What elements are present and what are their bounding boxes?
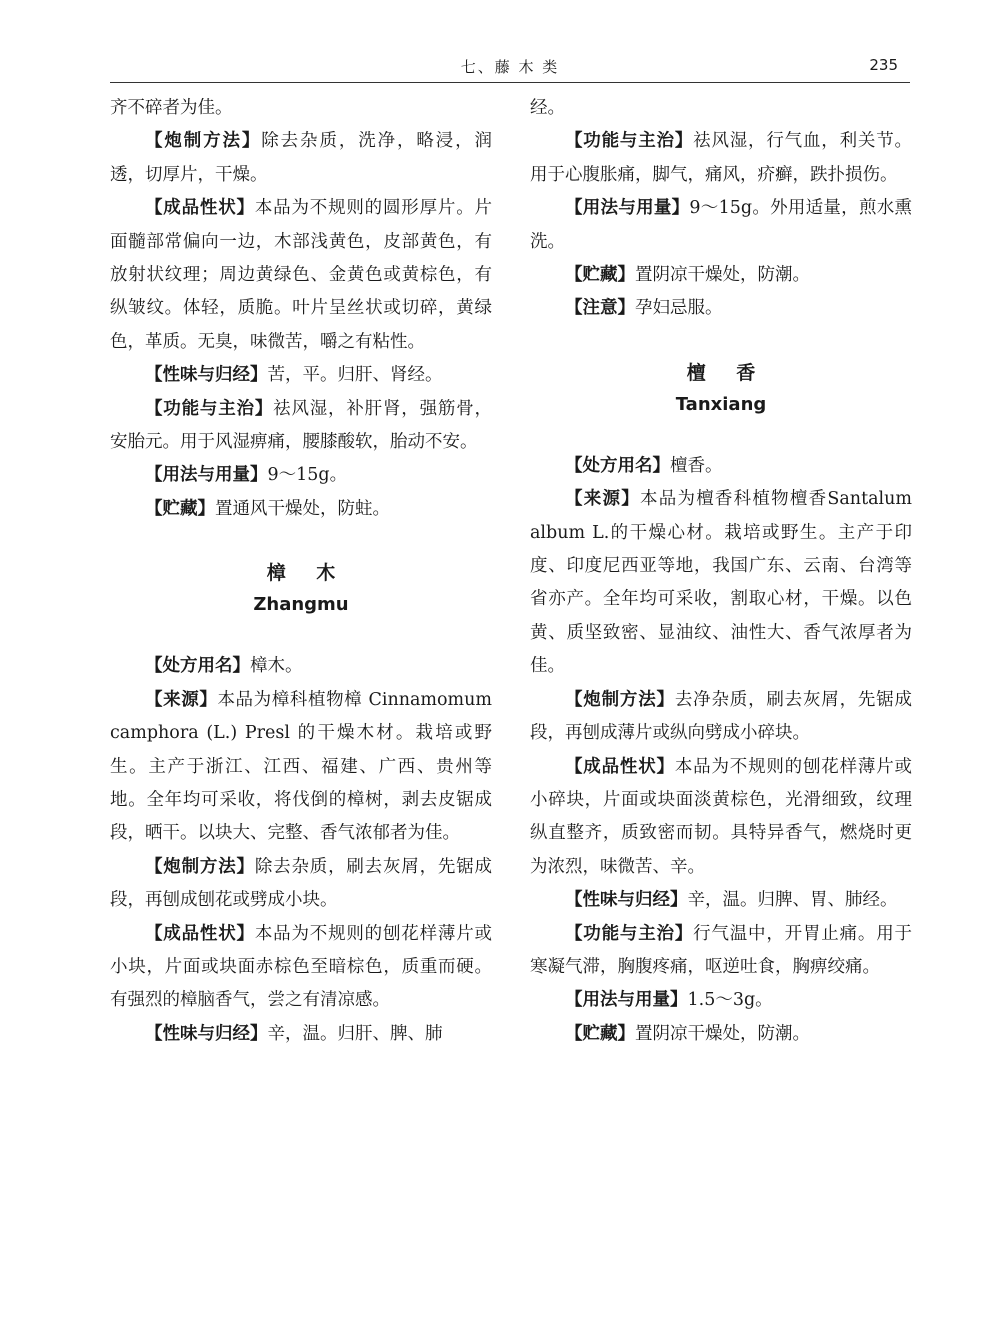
entry-label: 【用法与用量】	[145, 465, 268, 486]
entry-label: 【功能与主治】	[145, 398, 274, 419]
page-number: 235	[869, 56, 898, 74]
entry-paragraph	[530, 483, 912, 683]
entry-label: 【成品性状】	[145, 198, 255, 219]
entry-paragraph	[110, 125, 492, 192]
section-spacer	[110, 526, 492, 556]
entry-text: 除去杂质，刷去灰屑，先锯成段，再刨成刨花或劈成小块。	[110, 856, 493, 911]
section-heading-pinyin: Tanxiang	[675, 393, 767, 415]
section-heading-chinese: 檀 香	[686, 361, 768, 384]
section-heading	[110, 556, 492, 620]
entry-paragraph	[110, 459, 492, 492]
entry-paragraph	[110, 684, 492, 851]
entry-paragraph	[110, 851, 492, 918]
entry-paragraph	[110, 493, 492, 526]
entry-text: 祛风湿，行气血，利关节。用于心腹胀痛，脚气，痛风，疥癣，跌扑损伤。	[530, 131, 913, 185]
entry-label: 【炮制方法】	[145, 131, 262, 152]
entry-paragraph	[530, 125, 912, 192]
entry-paragraph	[530, 984, 912, 1017]
entry-paragraph	[110, 92, 492, 125]
entry-paragraph	[110, 918, 492, 1018]
running-header	[110, 52, 910, 88]
entry-text: 本品为檀香科植物檀香Santalum album L.的干燥心材。栽培或野生。主产于印度、印度尼西亚等地，我国广东、云南、台湾等省亦产。全年均可采收，割取心材，干燥。以色黄、质坚致密、显油纹、油性大、香气浓厚者为佳。	[530, 489, 912, 677]
entry-paragraph	[110, 192, 492, 359]
chapter-title: 七、藤 木 类	[460, 58, 560, 76]
entry-label: 【性味与归经】	[145, 365, 268, 386]
entry-text: 祛风湿，补肝肾，强筋骨，安胎元。用于风湿痹痛，腰膝酸软，胎动不安。	[110, 398, 493, 453]
entry-label: 【来源】	[565, 489, 640, 510]
entry-paragraph	[530, 751, 912, 885]
entry-paragraph	[530, 918, 912, 985]
entry-label: 【性味与归经】	[565, 890, 688, 911]
entry-text: 孕妇忌服。	[635, 298, 723, 319]
entry-label: 【贮藏】	[565, 265, 635, 286]
entry-paragraph	[530, 192, 912, 259]
right-column	[530, 92, 912, 1051]
entry-text: 去净杂质，刷去灰屑，先锯成段，再刨成薄片或纵向劈成小碎块。	[530, 689, 913, 744]
section-spacer	[530, 420, 912, 450]
entry-label: 【贮藏】	[565, 1023, 635, 1044]
entry-paragraph	[110, 650, 492, 683]
entry-paragraph	[530, 92, 912, 125]
entry-text: 樟木。	[250, 656, 303, 677]
entry-label: 【功能与主治】	[565, 131, 694, 152]
entry-label: 【贮藏】	[145, 498, 215, 519]
entry-text: 辛，温。归脾、胃、肺经。	[687, 890, 898, 911]
entry-paragraph	[110, 1018, 492, 1051]
entry-paragraph	[530, 292, 912, 325]
entry-paragraph	[110, 393, 492, 460]
left-column	[110, 92, 492, 1051]
entry-text: 置通风干燥处，防蛀。	[215, 498, 390, 519]
entry-text: 经。	[530, 98, 565, 118]
entry-text: 辛，温。归肝、脾、肺	[267, 1023, 443, 1044]
entry-label: 【注意】	[565, 298, 635, 319]
entry-label: 【性味与归经】	[145, 1023, 268, 1044]
entry-paragraph	[530, 1018, 912, 1051]
entry-text: 齐不碎者为佳。	[110, 98, 233, 118]
entry-label: 【用法与用量】	[565, 990, 688, 1011]
entry-text: 苦，平。归肝、肾经。	[267, 365, 443, 386]
section-spacer	[110, 620, 492, 650]
entry-label: 【来源】	[145, 689, 218, 710]
entry-label: 【成品性状】	[565, 756, 675, 777]
section-heading	[530, 356, 912, 420]
header-rule	[110, 82, 910, 83]
entry-text: 本品为樟科植物樟 Cinnamomum camphora (L.) Presl 的干燥木材。栽培或野生。主产于浙江、江西、福建、广西、贵州等地。全年均可采收，将伐倒的樟树，剥去皮锯成段，晒干。以块大、完整、香气浓郁者为佳。	[110, 689, 493, 844]
section-spacer	[530, 326, 912, 356]
entry-text: 本品为不规则的刨花样薄片或小碎块，片面或块面淡黄棕色，光滑细致，纹理纵直整齐，质致密而韧。具特异香气，燃烧时更为浓烈，味微苦、辛。	[530, 756, 913, 877]
entry-paragraph	[110, 359, 492, 392]
entry-label: 【功能与主治】	[565, 923, 694, 944]
entry-text: 1.5～3g。	[687, 990, 773, 1011]
entry-text: 置阴凉干燥处，防潮。	[635, 265, 810, 286]
entry-text: 行气温中，开胃止痛。用于寒凝气滞，胸腹疼痛，呕逆吐食，胸痹绞痛。	[530, 923, 913, 977]
entry-text: 本品为不规则的圆形厚片。片面髓部常偏向一边，木部浅黄色，皮部黄色，有放射状纹理；周边黄绿色、金黄色或黄棕色，有纵皱纹。体轻，质脆。叶片呈丝状或切碎，黄绿色，革质。无臭，味微苦，嚼之有粘性。	[110, 198, 493, 352]
entry-label: 【用法与用量】	[565, 198, 690, 219]
entry-text: 9～15g。外用适量，煎水熏洗。	[530, 198, 912, 252]
entry-label: 【炮制方法】	[145, 856, 255, 877]
entry-paragraph	[530, 450, 912, 483]
entry-text: 9～15g。	[267, 465, 348, 486]
entry-text: 除去杂质，洗净，略浸，润透，切厚片，干燥。	[110, 131, 493, 185]
entry-label: 【炮制方法】	[565, 689, 675, 710]
entry-text: 檀香。	[670, 455, 723, 476]
entry-paragraph	[530, 884, 912, 917]
entry-label: 【成品性状】	[145, 923, 255, 944]
entry-paragraph	[530, 259, 912, 292]
entry-paragraph	[530, 684, 912, 751]
entry-label: 【处方用名】	[565, 455, 670, 476]
entry-text: 本品为不规则的刨花样薄片或小块，片面或块面赤棕色至暗棕色，质重而硬。有强烈的樟脑香气，尝之有清凉感。	[110, 923, 493, 1011]
entry-text: 置阴凉干燥处，防潮。	[635, 1023, 810, 1044]
entry-label: 【处方用名】	[145, 656, 250, 677]
section-heading-chinese: 樟 木	[266, 562, 348, 585]
section-heading-pinyin: Zhangmu	[253, 594, 349, 616]
